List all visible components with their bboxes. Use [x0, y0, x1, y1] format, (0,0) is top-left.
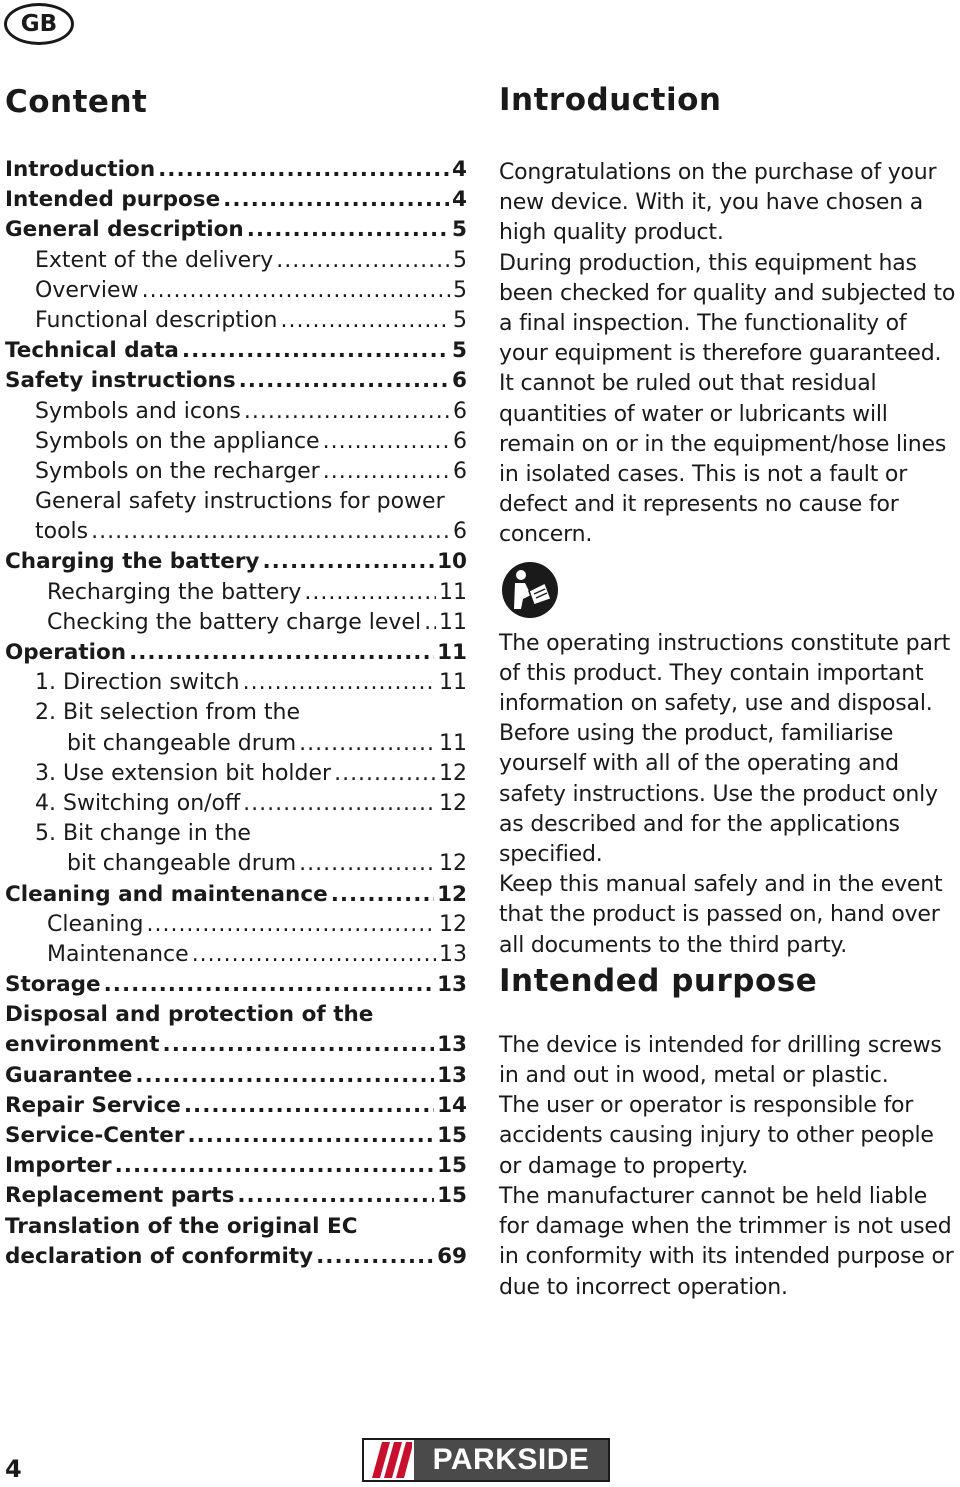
- toc-entry-page: 11: [439, 579, 467, 605]
- toc-leader-dots: [316, 1242, 434, 1272]
- toc-entry-title: environment: [5, 1032, 160, 1058]
- toc-leader-dots: [115, 1151, 434, 1181]
- logo-wordmark: PARKSIDE: [432, 1443, 590, 1476]
- toc-entry-title: Intended purpose: [5, 187, 221, 213]
- toc-entry: [5, 336, 467, 366]
- toc-entry: [5, 1030, 467, 1060]
- toc-entry-page: 5: [453, 247, 467, 273]
- toc-entry-title: tools: [35, 519, 89, 545]
- toc-entry: [5, 849, 467, 879]
- toc-leader-dots: [91, 517, 450, 547]
- toc-entry-title: Charging the battery: [5, 549, 260, 575]
- toc-entry-page: 5: [452, 217, 467, 243]
- toc-entry-title: bit changeable drum: [67, 730, 297, 756]
- toc-entry-title: Storage: [5, 972, 101, 998]
- toc-entry-page: 5: [452, 338, 467, 364]
- intro-paragraph: Keep this manual safely and in the event that the product is passed on, hand over all documents to the third party.: [499, 872, 943, 958]
- toc-leader-dots: [237, 1181, 434, 1211]
- toc-entry: [5, 487, 467, 517]
- intro-paragraph: Before using the product, familiarise yourself with all of the operating and safety instructions. Use the product only as described and for the applications specified.: [499, 721, 938, 868]
- toc-entry-page: 12: [439, 851, 467, 877]
- toc-entry: [5, 698, 467, 728]
- toc-leader-dots: [299, 729, 436, 759]
- toc-leader-dots: [247, 215, 449, 245]
- toc-leader-dots: [243, 789, 436, 819]
- toc-entry-page: 12: [439, 911, 467, 937]
- toc-entry-title: Checking the battery charge level: [47, 609, 422, 635]
- read-manual-icon: [501, 561, 559, 619]
- toc-entry: [5, 910, 467, 940]
- toc-entry-title: 3. Use extension bit holder: [35, 760, 332, 786]
- toc-entry-title: Symbols on the appliance: [35, 428, 320, 454]
- toc-entry-page: 5: [453, 277, 467, 303]
- toc-entry-title: Guarantee: [5, 1062, 133, 1088]
- toc-leader-dots: [135, 1061, 434, 1091]
- toc-entry: [5, 397, 467, 427]
- toc-entry-page: 13: [437, 972, 467, 998]
- toc-entry-page: 11: [439, 670, 467, 696]
- toc-entry-title: Safety instructions: [5, 368, 236, 394]
- page-number: 4: [5, 1455, 22, 1483]
- toc-entry-page: 13: [439, 941, 467, 967]
- toc-leader-dots: [334, 759, 436, 789]
- toc-entry-page: 10: [437, 549, 467, 575]
- intro-paragraph: During production, this equipment has been checked for quality and subjected to a final inspection. The functionality of your equipment is therefore guaranteed. It cannot be ruled out that residual quantities of water or lubricants will remain on or in the equipment/hose lines in isolated cases. This is not a fault or defect and it represents no cause for concern.: [499, 250, 956, 548]
- introduction-body: [499, 158, 960, 961]
- toc-entry-page: 15: [437, 1153, 467, 1179]
- toc-entry: [5, 457, 467, 487]
- toc-entry: [5, 306, 467, 336]
- toc-entry-title: Functional description: [35, 307, 278, 333]
- toc-entry: [5, 215, 467, 245]
- toc-entry-title: 5. Bit change in the: [35, 821, 251, 847]
- table-of-contents: [5, 155, 467, 1272]
- toc-entry-page: 12: [439, 760, 467, 786]
- toc-leader-dots: [276, 246, 450, 276]
- toc-leader-dots: [184, 1091, 434, 1121]
- purpose-paragraph: The manufacturer cannot be held liable for damage when the trimmer is not used in conformity with its intended purpose or due to incorrect operation.: [499, 1183, 954, 1300]
- intro-paragraph: Congratulations on the purchase of your new device. With it, you have chosen a high quality product.: [499, 160, 937, 246]
- toc-entry-page: 11: [439, 730, 467, 756]
- toc-leader-dots: [323, 457, 450, 487]
- toc-entry: [5, 1121, 467, 1151]
- toc-leader-dots: [331, 880, 434, 910]
- toc-entry: [5, 366, 467, 396]
- toc-entry-page: 12: [437, 881, 467, 907]
- toc-entry: [5, 819, 467, 849]
- toc-entry-title: Cleaning and maintenance: [5, 881, 328, 907]
- toc-entry: [5, 1181, 467, 1211]
- toc-entry: [5, 729, 467, 759]
- toc-entry-title: Maintenance: [47, 941, 189, 967]
- toc-entry: [5, 668, 467, 698]
- toc-entry-page: 4: [452, 187, 467, 213]
- toc-entry-title: Symbols and icons: [35, 398, 241, 424]
- toc-entry: [5, 547, 467, 577]
- toc-entry-title: Introduction: [5, 157, 156, 182]
- toc-entry: [5, 155, 467, 185]
- toc-entry-title: bit changeable drum: [67, 851, 297, 877]
- toc-entry: [5, 1091, 467, 1121]
- toc-entry: [5, 1061, 467, 1091]
- toc-entry: [5, 1212, 467, 1242]
- toc-leader-dots: [187, 1121, 434, 1151]
- purpose-paragraph: The user or operator is responsible for accidents causing injury to other people or damage to property.: [499, 1093, 934, 1179]
- toc-leader-dots: [243, 668, 436, 698]
- toc-entry: [5, 638, 467, 668]
- toc-entry-title: General safety instructions for power: [35, 489, 445, 515]
- toc-entry-title: General description: [5, 217, 244, 243]
- toc-entry-title: Replacement parts: [5, 1183, 235, 1209]
- toc-entry-title: Importer: [5, 1153, 112, 1179]
- text-column: [499, 80, 960, 1303]
- toc-entry-page: 11: [439, 609, 467, 635]
- toc-entry-page: 14: [437, 1092, 467, 1118]
- toc-leader-dots: [158, 155, 449, 185]
- toc-entry-page: 12: [439, 790, 467, 816]
- toc-entry-title: Service-Center: [5, 1123, 185, 1148]
- intended-purpose-title: Intended purpose: [499, 962, 818, 999]
- toc-entry: [5, 246, 467, 276]
- logo-slashes-icon: [364, 1440, 414, 1480]
- toc-entry: [5, 940, 467, 970]
- toc-entry-page: 13: [437, 1032, 467, 1058]
- toc-entry: [5, 427, 467, 457]
- toc-entry-page: 6: [453, 458, 467, 484]
- toc-entry-title: 1. Direction switch: [35, 670, 240, 696]
- purpose-paragraph: The device is intended for drilling screws in and out in wood, metal or plastic.: [499, 1032, 942, 1089]
- toc-entry-title: Extent of the delivery: [35, 247, 274, 273]
- brand-logo: [362, 1438, 610, 1482]
- toc-leader-dots: [163, 1030, 435, 1060]
- toc-leader-dots: [182, 336, 449, 366]
- toc-entry-page: 69: [437, 1243, 467, 1269]
- toc-entry: [5, 970, 467, 1000]
- toc-leader-dots: [304, 578, 436, 608]
- toc-leader-dots: [239, 366, 449, 396]
- language-badge: GB: [4, 3, 74, 45]
- toc-entry: [5, 759, 467, 789]
- toc-entry: [5, 276, 467, 306]
- toc-entry: [5, 789, 467, 819]
- toc-entry-page: 5: [453, 307, 467, 333]
- contents-title: Content: [5, 84, 148, 120]
- toc-entry-title: Recharging the battery: [47, 579, 302, 605]
- toc-leader-dots: [142, 276, 450, 306]
- toc-leader-dots: [323, 427, 450, 457]
- intro-paragraph: The operating instructions constitute part of this product. They contain important information on safety, use and disposal.: [499, 630, 951, 717]
- toc-entry-page: 6: [453, 428, 467, 454]
- toc-entry: [5, 185, 467, 215]
- toc-leader-dots: [280, 306, 450, 336]
- toc-leader-dots: [262, 547, 434, 577]
- toc-leader-dots: [299, 849, 436, 879]
- toc-entry: [5, 1000, 467, 1030]
- toc-entry-title: Disposal and protection of the: [5, 1002, 374, 1028]
- toc-entry-page: 6: [453, 398, 467, 424]
- toc-entry-title: Operation: [5, 640, 127, 665]
- toc-entry-page: 6: [452, 368, 467, 394]
- toc-entry-page: 13: [437, 1062, 467, 1088]
- toc-entry-title: Repair Service: [5, 1092, 181, 1118]
- toc-entry-title: Translation of the original EC: [5, 1213, 358, 1239]
- toc-entry-page: 11: [437, 640, 467, 665]
- toc-entry-title: Overview: [35, 277, 139, 303]
- toc-leader-dots: [104, 970, 434, 1000]
- toc-entry-page: 15: [437, 1183, 467, 1209]
- toc-entry: [5, 880, 467, 910]
- toc-leader-dots: [244, 397, 450, 427]
- toc-leader-dots: [192, 940, 436, 970]
- toc-leader-dots: [223, 185, 449, 215]
- toc-entry-page: 4: [452, 157, 467, 182]
- introduction-title: Introduction: [499, 82, 722, 118]
- intended-purpose-body: [499, 1031, 960, 1303]
- toc-entry-page: 15: [437, 1123, 467, 1148]
- toc-entry: [5, 608, 467, 638]
- toc-leader-dots: [146, 910, 436, 940]
- toc-entry-title: Technical data: [5, 338, 179, 364]
- toc-entry-title: Symbols on the recharger: [35, 458, 320, 484]
- toc-entry: [5, 517, 467, 547]
- toc-entry: [5, 578, 467, 608]
- toc-leader-dots: [129, 638, 434, 668]
- toc-entry-title: 4. Switching on/off: [35, 790, 241, 816]
- toc-entry-title: declaration of conformity: [5, 1243, 314, 1269]
- contents-column: [5, 82, 467, 1272]
- toc-entry-title: Cleaning: [47, 911, 144, 937]
- toc-leader-dots: [424, 608, 436, 638]
- toc-entry-page: 6: [453, 519, 467, 545]
- toc-entry-title: 2. Bit selection from the: [35, 700, 300, 726]
- toc-entry: [5, 1242, 467, 1272]
- toc-entry: [5, 1151, 467, 1181]
